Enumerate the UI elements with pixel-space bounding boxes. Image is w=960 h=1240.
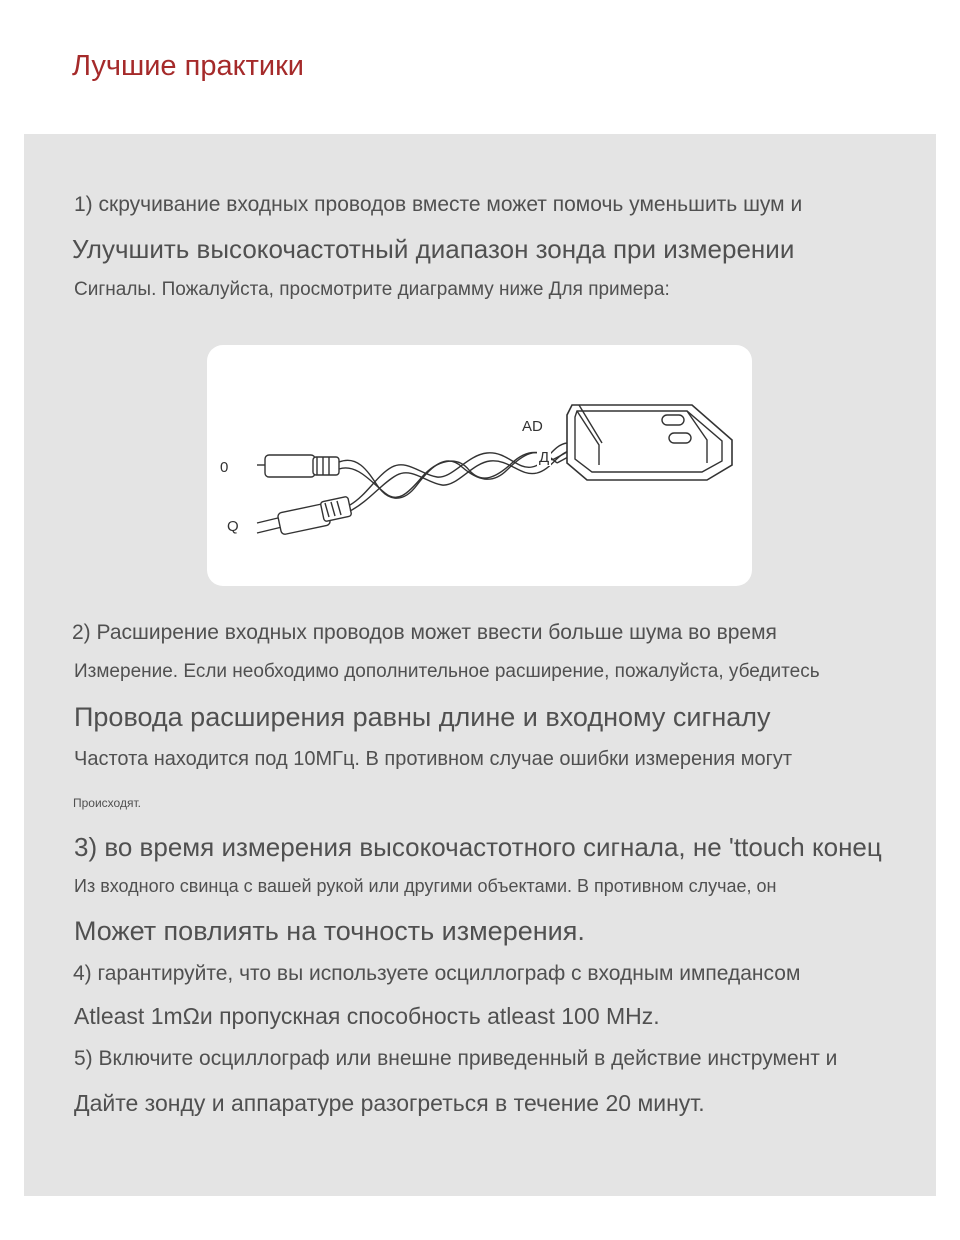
- text-line-15: Дайте зонду и аппаратуре разогреться в течение 20 минут.: [74, 1090, 705, 1116]
- page-title: Лучшие практики: [72, 50, 304, 82]
- text-line-5: Измерение. Если необходимо дополнительное расширение, пожалуйста, убедитесь: [74, 661, 820, 682]
- text-line-7: Частота находится под 10МГц. В противном случае ошибки измерения могут: [74, 748, 793, 770]
- figure-label-q: Q: [227, 518, 239, 535]
- figure-label-d: Д: [539, 449, 550, 466]
- text-line-12: 4) гарантируйте, что вы используете осциллограф с входным импедансом: [73, 962, 801, 985]
- text-line-9: 3) во время измерения высокочастотного сигнала, не 'ttouch конец: [74, 832, 882, 862]
- text-line-11: Может повлиять на точность измерения.: [74, 916, 585, 946]
- text-line-6: Провода расширения равны длине и входному сигналу: [74, 702, 771, 732]
- probe-illustration: [207, 345, 752, 586]
- text-line-4: 2) Расширение входных проводов может ввести больше шума во время: [72, 621, 777, 644]
- text-line-2: Улучшить высокочастотный диапазон зонда при измерении: [72, 234, 795, 264]
- text-line-13: Atleast 1mΩи пропускная способность atleast 100 MHz.: [74, 1003, 660, 1029]
- text-line-3: Сигналы. Пожалуйста, просмотрите диаграмму ниже Для примера:: [74, 279, 670, 300]
- text-line-1: 1) скручивание входных проводов вместе может помочь уменьшить шум и: [74, 193, 803, 216]
- twisted-wires-diagram: [207, 345, 752, 586]
- figure-label-0: 0: [220, 459, 229, 476]
- text-line-10: Из входного свинца с вашей рукой или другими объектами. В противном случае, он: [74, 876, 777, 896]
- text-line-14: 5) Включите осциллограф или внешне приведенный в действие инструмент и: [74, 1047, 838, 1070]
- text-line-8: Происходят.: [73, 796, 141, 810]
- figure-label-ad: AD: [522, 418, 543, 435]
